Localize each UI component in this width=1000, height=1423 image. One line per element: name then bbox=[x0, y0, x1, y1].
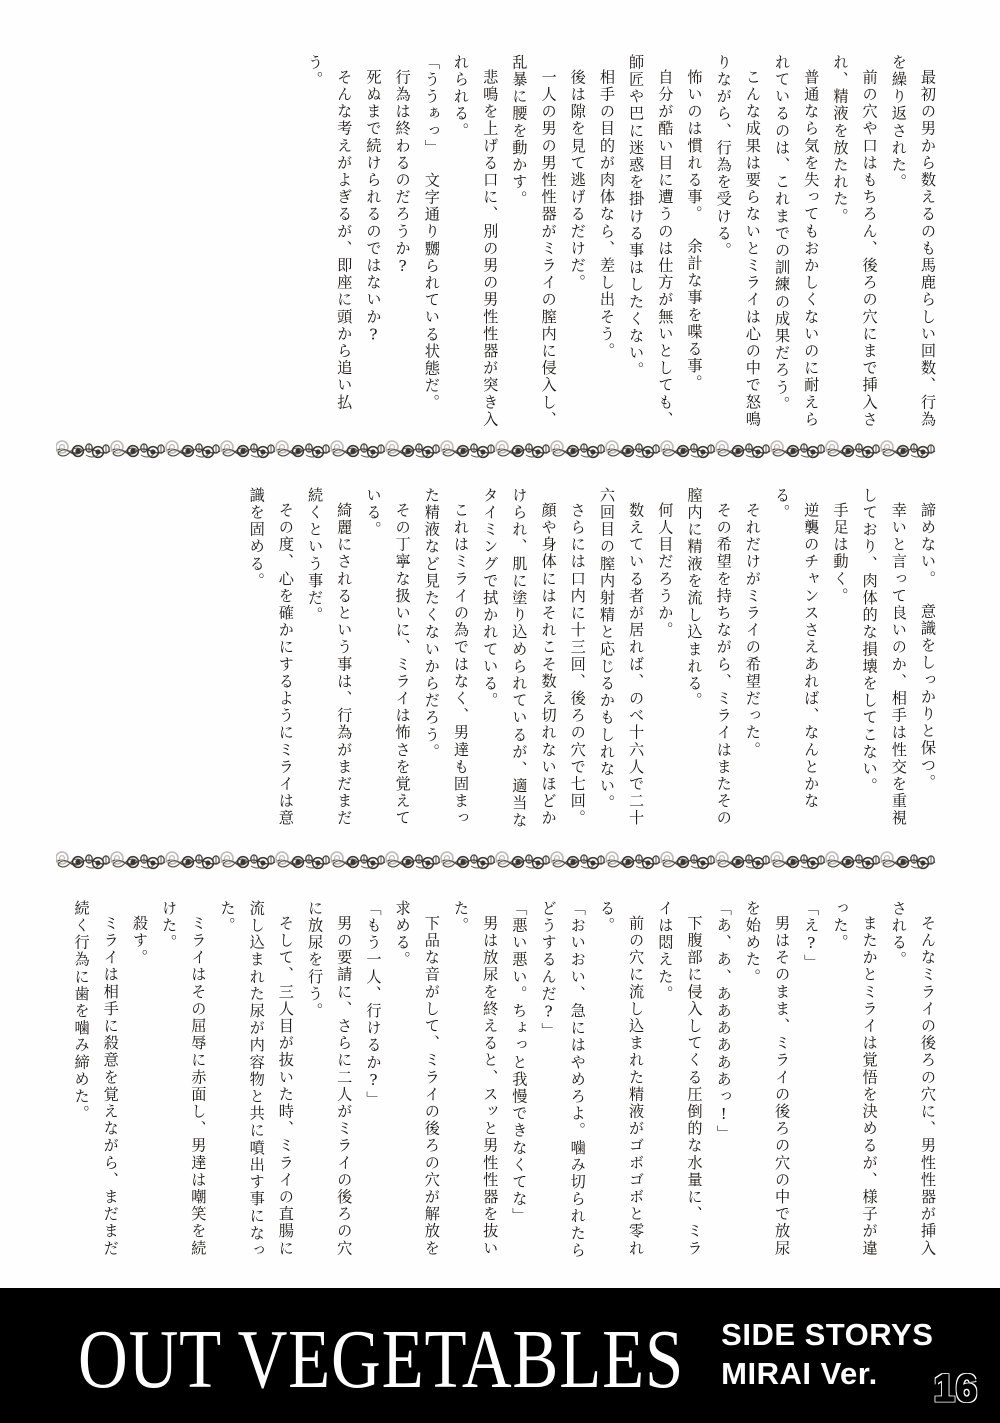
story-paragraph: そんなミライの後ろの穴に、男性性器が挿入される。 bbox=[889, 900, 937, 1258]
story-paragraph: 数えている者が居れば、のべ十六人で二十六回目の膣内射精と応じるかもしれない。 bbox=[597, 487, 646, 828]
story-paragraph: 意識をしっかりと保つ。 bbox=[919, 602, 937, 791]
subtitle-line-2: MIRAI Ver. bbox=[721, 1356, 878, 1392]
story-paragraph: 何人目だろうか。 bbox=[656, 502, 675, 639]
story-paragraph: 怖いのは慣れる事。 bbox=[685, 69, 704, 224]
story-paragraph: 「おいおい、急にはやめろよ。噛み切られたらどうするんだ?」 bbox=[539, 900, 587, 1260]
doujin-title: OUT VEGETABLES bbox=[78, 1312, 685, 1406]
story-paragraph: 男は放尿を終えると、スッと男性性器を抜いた。 bbox=[452, 900, 500, 1258]
doujin-subtitle bbox=[721, 1315, 933, 1398]
story-paragraph: 後は隙を見て逃げるだけだ。 bbox=[568, 69, 587, 292]
story-paragraph: 諦めない。 bbox=[919, 502, 937, 588]
story-paragraph: 逆襲のチャンスさえあれば、なんとかなる。 bbox=[773, 487, 821, 810]
subtitle-line-1: SIDE STORYS bbox=[721, 1316, 934, 1352]
story-paragraph: 男はそのまま、ミライの後ろの穴の中で放尿を始めた。 bbox=[743, 900, 792, 1258]
story-paragraph: またかとミライは覚悟を決めるが、様子が違った。 bbox=[831, 900, 879, 1258]
story-paragraph: 一人の男の男性性器がミライの膣内に侵入し、乱暴に腰を動かす。 bbox=[510, 54, 558, 429]
story-paragraph: 前の穴や口はもちろん、後ろの穴にまで挿入され、精液を放たれた。 bbox=[831, 54, 879, 429]
floral-divider-icon bbox=[56, 438, 940, 464]
story-paragraph: その丁寧な扱いに、ミライは怖さを覚えている。 bbox=[364, 487, 412, 828]
story-paragraph: 自分が酷い目に遭うのは仕方が無いとしても、師匠や巴に迷惑を掛ける事はしたくない。 bbox=[627, 54, 675, 429]
story-paragraph: 「もう一人、行けるか?」 bbox=[364, 900, 383, 1108]
story-paragraph: 下品な音がして、ミライの後ろの穴が解放を求める。 bbox=[393, 900, 441, 1258]
story-paragraph: 「ううぁっ」 bbox=[422, 54, 441, 157]
story-paragraph: 殺す。 bbox=[130, 915, 149, 967]
story-paragraph: ミライは相手に殺意を覚えながら、まだまだ続く行為に歯を噛み締めた。 bbox=[72, 900, 120, 1258]
story-paragraph: ミライはその屈辱に赤面し、男達は嘲笑を続けた。 bbox=[160, 900, 208, 1258]
story-paragraph: さらには口内に十三回、後ろの穴で七回。 bbox=[568, 502, 587, 828]
story-paragraph: 最初の男から数えるのも馬鹿らしい回数、行為を繰り返された。 bbox=[889, 54, 937, 429]
story-paragraph: それだけがミライの希望だった。 bbox=[743, 502, 762, 759]
story-paragraph: そんな考えがよぎるが、即座に頭から追い払う。 bbox=[306, 54, 354, 412]
story-paragraph: その希望を持ちながら、ミライはまたその膣内に精液を流し込まれる。 bbox=[685, 487, 733, 828]
story-paragraph: 悲鳴を上げる口に、別の男の男性性器が突き入れられる。 bbox=[452, 54, 500, 429]
story-paragraph: 「え?」 bbox=[802, 900, 821, 972]
story-paragraph: 男の要請に、さらに二人がミライの後ろの穴に放尿を行う。 bbox=[306, 900, 354, 1258]
story-text-block-1 bbox=[58, 54, 942, 434]
story-paragraph: 文字通り嬲られている状態だ。 bbox=[422, 171, 441, 412]
story-paragraph: そして、三人目が抜いた時、ミライの直腸に流し込まれた尿が内容物と共に噴出す事になった。 bbox=[218, 900, 295, 1260]
story-paragraph: 幸いと言って良いのか、相手は性交を重視しており、肉体的な損壊をしてこない。 bbox=[860, 487, 908, 828]
story-text-block-3 bbox=[58, 900, 942, 1270]
page-number: 16 bbox=[933, 1368, 978, 1410]
story-paragraph: 死ぬまで続けられるのではないか? bbox=[364, 69, 383, 346]
story-paragraph: 顔や身体にはそれこそ数え切れないほどかけられ、肌に塗り込められているが、適当なタイミングで拭かれている。 bbox=[481, 487, 558, 829]
story-text-block-2 bbox=[58, 487, 942, 837]
story-paragraph: 下腹部に侵入してくる圧倒的な水量に、ミライは悶えた。 bbox=[656, 900, 704, 1258]
story-paragraph: その度、心を確かにするようにミライは意識を固める。 bbox=[247, 487, 295, 828]
story-paragraph: 手足は動く。 bbox=[831, 502, 850, 605]
story-paragraph: 普通なら気を失ってもおかしくないのに耐えられているのは、これまでの訓練の成果だろう。 bbox=[773, 54, 821, 429]
story-paragraph: こんな成果は要らないとミライは心の中で怒鳴りながら、行為を受ける。 bbox=[714, 54, 762, 429]
story-paragraph: 余計な事を喋る事。 bbox=[685, 238, 704, 393]
story-paragraph: 前の穴に流し込まれた精液がゴボゴボと零れる。 bbox=[597, 900, 646, 1258]
story-paragraph: これはミライの為ではなく、男達も固まった精液など見たくないからだろう。 bbox=[422, 487, 470, 828]
story-paragraph: 「悪い悪い。ちょっと我慢できなくてな」 bbox=[510, 900, 529, 1225]
story-paragraph: 相手の目的が肉体なら、差し出そう。 bbox=[597, 69, 616, 360]
floral-divider-icon bbox=[56, 849, 940, 875]
story-paragraph: 「あ、あ、ああああああっ!」 bbox=[714, 900, 733, 1143]
story-paragraph: 綺麗にされるという事は、行為がまだまだ続くという事だ。 bbox=[306, 487, 354, 828]
banner-text-group bbox=[78, 1302, 934, 1406]
story-paragraph: 行為は終わるのだろうか? bbox=[393, 69, 412, 278]
title-banner bbox=[0, 1288, 1000, 1423]
